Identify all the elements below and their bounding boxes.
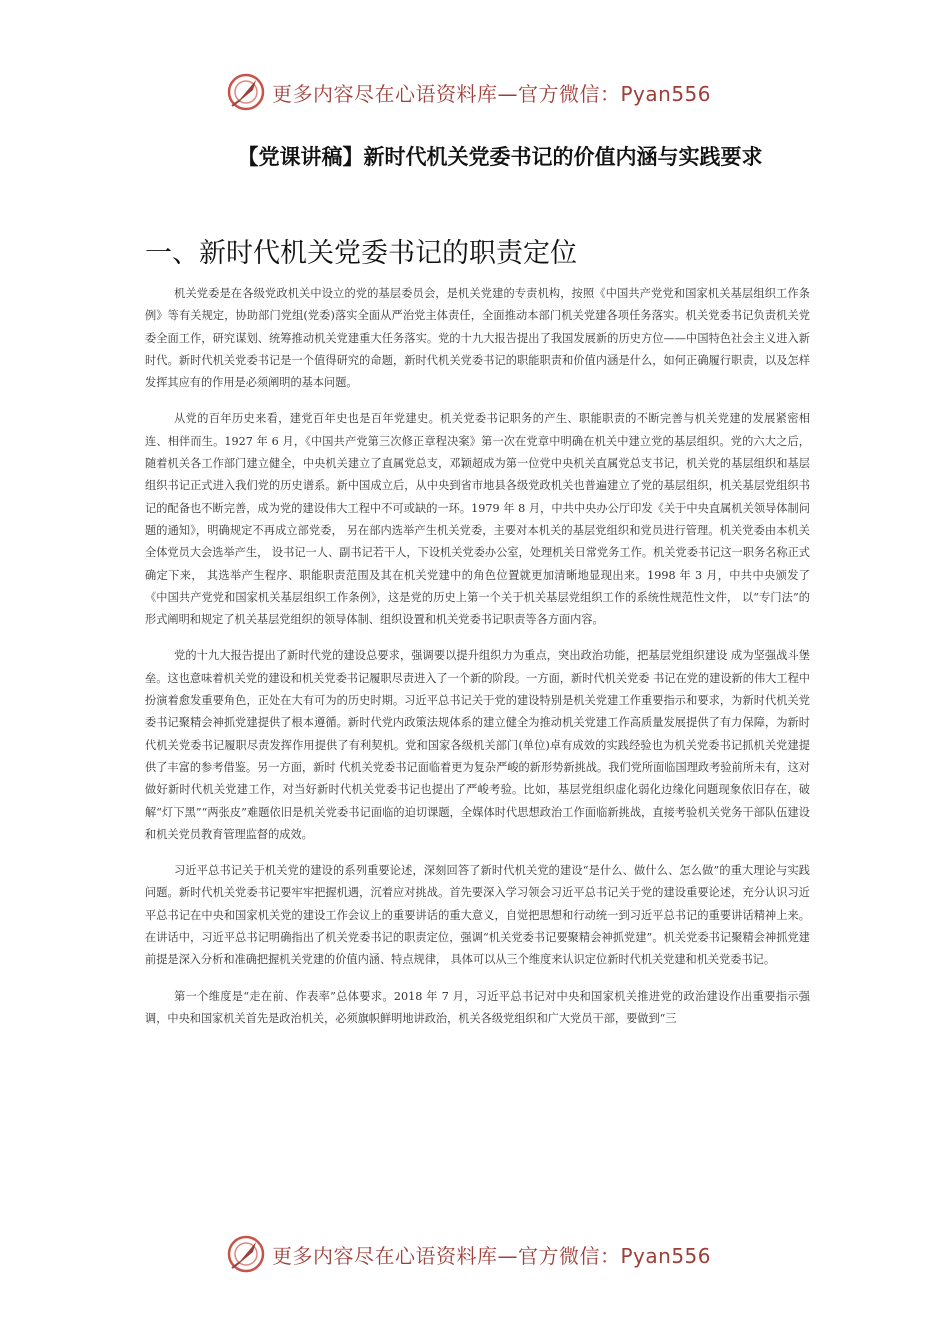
paragraph: 党的十九大报告提出了新时代党的建设总要求，强调要以提升组织力为重点，突出政治功能，把基层党组织建设 成为坚强战斗堡垒。这也意味着机关党的建设和机关党委书记履职尽责进入了一个新的阶段。一方面，新时代机关党委 书记在党的建设新的伟大工程中扮演着愈发重要角色，正处在大有可为的历史时期。习近平总书记关于党的建设特别是机关党建工作重要指示和要求，为新时代机关党委书记聚精会神抓党建提供了根本遵循。新时代党内政策法规体系的建立健全为推动机关党建工作高质量发展提供了有力保障，为新时代机关党委书记履职尽责发挥作用提供了有利契机。党和国家各级机关部门(单位)卓有成效的实践经验也为机关党委书记抓机关党建提供了丰富的参考借鉴。另一方面，新时 代机关党委书记面临着更为复杂严峻的新形势新挑战。我们党所面临国理政考验前所未有，这对做好新时代机关党建工作，对当好新时代机关党委书记也提出了严峻考验。比如，基层党组织虚化弱化边缘化问题现象依旧存在，破解“灯下黑”“两张皮”难题依旧是机关党委书记面临的迫切课题，全媒体时代思想政治工作面临新挑战，直接考验机关党务干部队伍建设和机关党员教育管理监督的成效。 [145, 649, 810, 841]
banner-text: 更多内容尽在心语资料库—官方微信：Pyan556 [272, 1243, 712, 1268]
document-title: 【党课讲稿】新时代机关党委书记的价值内涵与实践要求 [237, 145, 763, 169]
document-body [145, 283, 810, 1044]
paragraph: 第一个维度是“走在前、作表率”总体要求。2018 年 7 月，习近平总书记对中央和国家机关推进党的政治建设作出重要指示强调，中央和国家机关首先是政治机关，必须旗帜鲜明地讲政治，机关各级党组织和广大党员干部，要做到“三 [145, 989, 810, 1025]
quill-logo-icon [226, 72, 266, 112]
paragraph: 机关党委是在各级党政机关中设立的党的基层委员会，是机关党建的专责机构，按照《中国共产党党和国家机关基层组织工作条例》等有关规定，协助部门党组(党委)落实全面从严治党主体责任，全面推动本部门机关党建各项任务落实。机关党委书记负责机关党委全面工作，研究谋划、统筹推动机关党建重大任务落实。党的十九大报告提出了我国发展新的历史方位——中国特色社会主义进入新时代。新时代机关党委书记是一个值得研究的命题，新时代机关党委书记的职能职责和价值内涵是什么，如何正确履行职责，以及怎样发挥其应有的作用是必须阐明的基本问题。 [145, 287, 810, 390]
footer-banner [226, 1232, 711, 1276]
header-banner [226, 70, 711, 114]
paragraph: 习近平总书记关于机关党的建设的系列重要论述，深刻回答了新时代机关党的建设“是什么、做什么、怎么做”的重大理论与实践问题。新时代机关党委书记要牢牢把握机遇，沉着应对挑战。首先要深入学习领会习近平总书记关于党的建设重要论述，充分认识习近平总书记在中央和国家机关党的建设工作会议上的重要讲话的重大意义，自觉把思想和行动统一到习近平总书记的重要讲话精神上来。在讲话中，习近平总书记明确指出了机关党委书记的职责定位，强调“机关党委书记要聚精会神抓党建”。机关党委书记聚精会神抓党建前提是深入分析和准确把握机关党建的价值内涵、特点规律， 具体可以从三个维度来认识定位新时代机关党建和机关党委书记。 [145, 864, 810, 967]
section-heading: 一、新时代机关党委书记的职责定位 [145, 238, 577, 269]
quill-logo-icon [226, 1234, 266, 1274]
paragraph: 从党的百年历史来看，建党百年史也是百年党建史。机关党委书记职务的产生、职能职责的不断完善与机关党建的发展紧密相连、相伴而生。1927 年 6 月，《中国共产党第三次修正章程决案》第一次在党章中明确在机关中建立党的基层组织。党的六大之后，随着机关各工作部门建立健全，中央机关建立了直属党总支，邓颖超成为第一位党中央机关直属党总支书记，机关党的基层组织和基层组织书记正式进入我们党的历史谱系。新中国成立后，从中央到省市地县各级党政机关也普遍建立了党的基层组织，机关基层党组织书记的配备也不断完善，成为党的建设伟大工程中不可或缺的一环。1979 年 8 月，中共中央办公厅印发《关于中央直属机关领导体制问题的通知》，明确规定不再成立部党委， 另在部内选举产生机关党委，主要对本机关的基层党组织和党员进行管理。机关党委由本机关全体党员大会选举产生， 设书记一人、副书记若干人，下设机关党委办公室，处理机关日常党务工作。机关党委书记这一职务名称正式确定下来， 其选举产生程序、职能职责范围及其在机关党建中的角色位置就更加清晰地显现出来。1998 年 3 月，中共中央颁发了《中国共产党党和国家机关基层组织工作条例》，这是党的历史上第一个关于机关基层党组织工作的系统性规范性文件， 以“专门法”的形式阐明和规定了机关基层党组织的领导体制、组织设置和机关党委书记职责等各方面内容。 [145, 412, 810, 627]
banner-text: 更多内容尽在心语资料库—官方微信：Pyan556 [272, 81, 712, 106]
